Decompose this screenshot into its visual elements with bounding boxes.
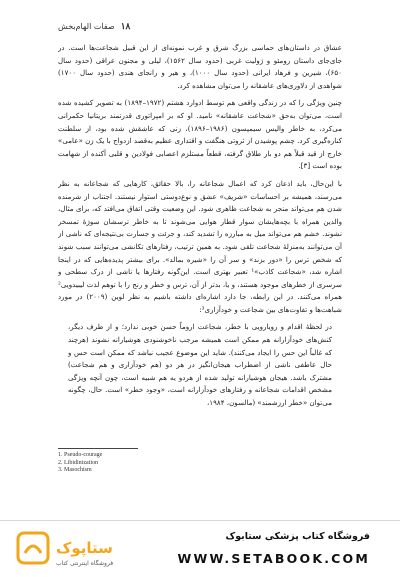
page-body bbox=[58, 42, 342, 442]
block-quote: در لحظهٔ اقدام و رویارویی با خطر، شجاعت اروماً حسن خوبی ندارد؛ و از طرف دیگر، کنش‌های خودآزارانه هم ممکن است همیشه مرجب ناخوشنودی هوشیارانه نشوند (هرچند که غالباً این حس را ایجاد می‌کنند). شاید این موضوع عجیب نباشد که ممکن است حس و حال عاطفی ناشی از اضطراب هیجان‌انگیز در هر دو (هم خودآزاری و هم شجاعت) مشترک باشد. هیجان هوشیارانه تولید شده از هردو یه هم شبیه است، چون آنچه ویژگی مشخص اقدامات شجاعانه و رفتارهای خودآزارانه است، «وجود خطر» است. حال، چگونه می‌توان «خطر ارزشمند» (مالسون، ۱۹۸۴، bbox=[68, 322, 332, 408]
page-number: ۱۸ bbox=[120, 22, 131, 32]
footnote-1: 1. Pseudo-courage bbox=[58, 452, 103, 458]
footnote-2: 2. Libidinization bbox=[58, 459, 98, 466]
paragraph-1: عشاق در داستان‌های حماسی بزرگ شرق و غرب نمونه‌ای از این قبیل شجاعت‌ها است. در جای‌جای داستان رومئو و ژولیت غربی (حدود سال ۱۵۶۲)، لیلی و مجنون عراقی (حدود سال ۶۵۰)، شیرین و فرهاد ایرانی (حدود سال ۱۰۰۰)، و هیر و رانجای هندی (حدود سال ۱۷۰۰) شواهدی از دلاوری‌های عاشقانه را می‌توان مشاهده کرد. bbox=[58, 43, 342, 90]
store-footer bbox=[0, 520, 400, 577]
paragraph-3: با این‌حال، باید اذعان کرد که اعمال شجاعانه را، بالا حقائق، کارهایی که شجاعانه به نظر می‌رسند، همیشه بر احساسات «شریف» عشق و نوع‌دوستی استوار نیستند. اجتناب از شرمنده شدن هم می‌تواند منجر به شجاعت ظاهری شود. این وضعیت وقتی اتفاق می‌افتد که، برای مثال، والدین همراه با بچه‌هایشان سوار قطار هوایی می‌شوند تا به خاطر ترسشان سوژهٔ تمسخر نشوند. خشم هم می‌تواند میل به مبارزه را تشدید کند، و جرئت و جسارت بی‌نتیجه‌ای که ناشی از آن می‌توانند به‌منزلهٔ شجاعت تلقی شود. به همین ترتیب، رفتارهای تکانشی می‌توانند سبب شوند که شخص ترس را «دور بزند» و سر آن را «شیره بمالد». برای بیشتر پدیده‌هایی که در اینجا اشاره شد، «شجاعت کاذب»¹ تعبیر بهتری است. این‌گونه رفتارها یا ناشی از درک سطحی و سرسری از خطرهای موجود هستند، و یا، بدتر از آن، ترس و خطر و رنج را با توهم لذت لیبیدویی² همراه می‌کنند. در این رابطه، جا دارد اشاره‌ای داشته باشیم به نظر لوین (۲۰۰۹) در مورد شباهت‌ها و تفاوت‌های بین شجاعت و خودآزاری³: bbox=[58, 178, 342, 314]
page-header bbox=[58, 22, 342, 32]
logo-text: ستاپوک bbox=[56, 539, 113, 557]
store-url[interactable]: WWW.SETABOOK.COM bbox=[177, 551, 370, 566]
logo-subtitle: فروشگاه اینترنتی کتاب bbox=[56, 560, 114, 567]
paragraph-2: چنین ویژگی را که در زندگی واقعی هم توسط ادوارد هشتم (۱۹۷۲–۱۸۹۴) به تصویر کشیده شده است، می‌توان به‌حق «شجاعت عاشقانه» نامید. او که بر امپراتوری قدرتمند بریتانیا حکمرانی می‌کرد، به خاطر والیس سیمپسون (۱۹۸۶–۱۸۹۶)، زنی که عاشقش شده بود، از سلطنت کناره‌گیری کرد. چشم پوشیدن از ثروتی هنگفت و اقتداری عظیم به‌قصد ازدواج با یک زن «عامی» خارج از قید قبلاً هم دو بار طلاق گرفته، قطعاً مستلزم اعصابی فولادین و قلبی آکنده از شهامت بوده است [۳]. bbox=[58, 98, 342, 171]
footnotes bbox=[58, 452, 258, 475]
footnote-3: 3. Masochism bbox=[58, 467, 92, 474]
setabook-logo-icon bbox=[16, 529, 128, 569]
store-name: فروشگاه کتاب پزشکی ستابوک bbox=[225, 531, 370, 542]
footnote-rule bbox=[58, 448, 138, 449]
running-title: صفات الهام‌بخش bbox=[58, 22, 115, 31]
